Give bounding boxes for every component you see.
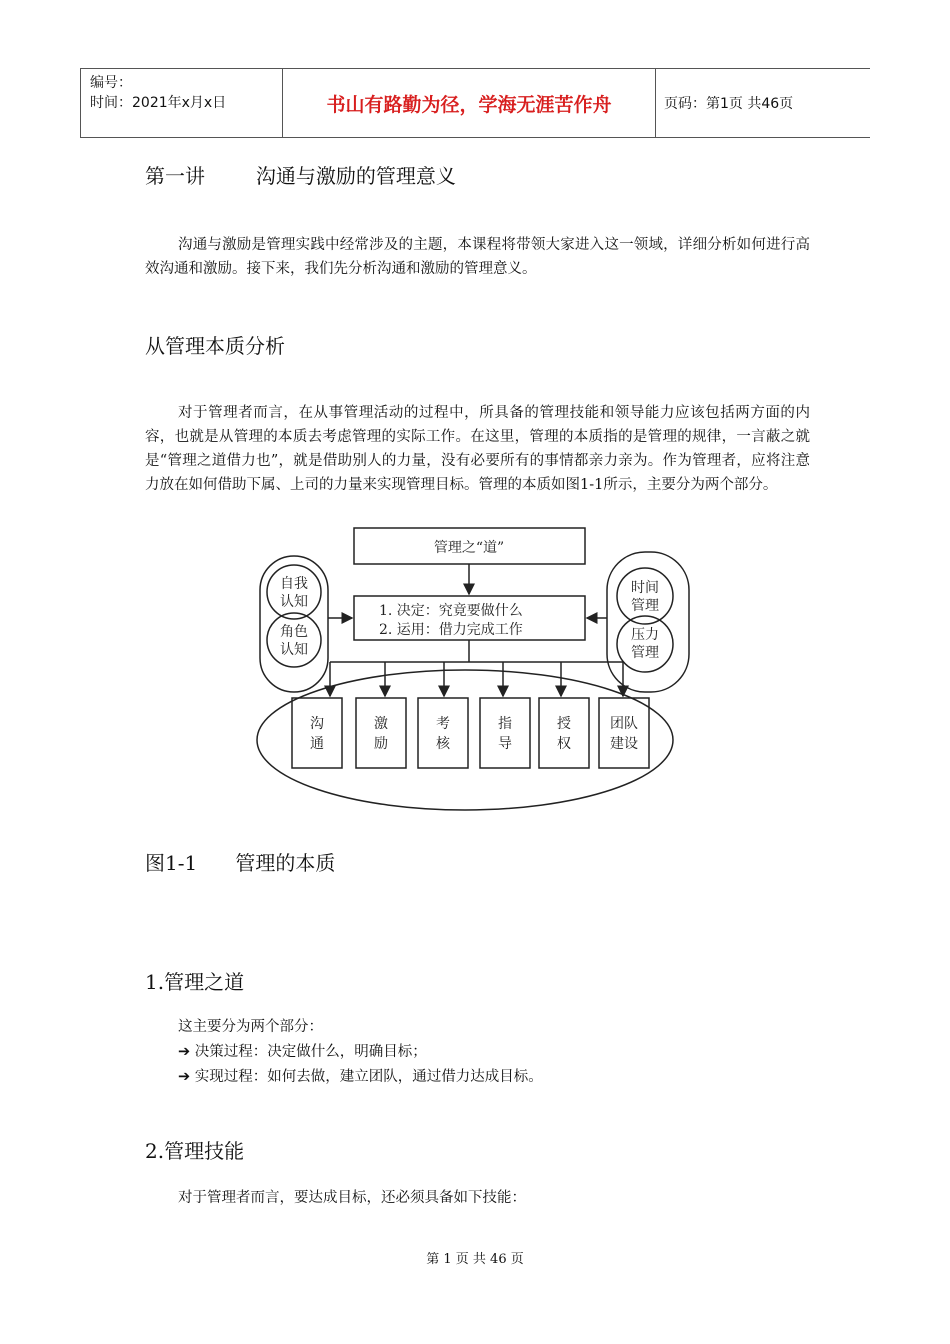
bottom-box-3-line-1: 考 bbox=[436, 716, 450, 732]
figure-caption: 图1-1 管理的本质 bbox=[145, 851, 336, 875]
header-motto: 书山有路勤为径，学海无涯苦作舟 bbox=[326, 93, 612, 116]
arrow-right-icon: ➔ bbox=[178, 1069, 191, 1085]
bottom-box bbox=[599, 698, 649, 768]
bottom-box-5-line-1: 授 bbox=[557, 716, 571, 732]
center-line-2: 2. 运用：借力完成工作 bbox=[379, 622, 523, 638]
right-circle-1-line-1: 时间 bbox=[631, 580, 659, 596]
left-circle-1-line-1: 自我 bbox=[280, 576, 308, 592]
lecture-title: 第一讲 沟通与激励的管理意义 bbox=[145, 164, 456, 188]
bottom-box bbox=[418, 698, 468, 768]
bottom-box bbox=[539, 698, 589, 768]
bottom-box-4-line-1: 指 bbox=[498, 716, 512, 732]
arrow-right-icon: ➔ bbox=[178, 1044, 191, 1060]
bottom-box-6-line-1: 团队 bbox=[610, 716, 638, 732]
header-divider bbox=[80, 69, 81, 137]
header-time: 时间：2021年x月x日 bbox=[90, 95, 227, 111]
header-divider bbox=[655, 69, 656, 137]
right-circle-1-line-2: 管理 bbox=[631, 598, 659, 614]
subsection-intro: 这主要分为两个部分： bbox=[178, 1019, 323, 1035]
center-line-1: 1. 决定：究竟要做什么 bbox=[379, 603, 523, 619]
management-essence-diagram bbox=[255, 526, 695, 812]
bottom-box bbox=[480, 698, 530, 768]
section-title: 从管理本质分析 bbox=[145, 334, 285, 358]
top-box-label: 管理之“道” bbox=[433, 540, 505, 556]
right-circle-2-line-1: 压力 bbox=[631, 627, 659, 643]
right-group bbox=[607, 552, 689, 692]
left-circle-2-line-1: 角色 bbox=[280, 624, 308, 640]
left-circle-1 bbox=[267, 565, 321, 619]
list-item bbox=[178, 1065, 543, 1086]
list-item-text: 决策过程：决定做什么，明确目标； bbox=[194, 1044, 427, 1060]
page-header bbox=[80, 68, 870, 138]
bottom-box-3-line-2: 核 bbox=[436, 736, 450, 752]
bottom-box bbox=[292, 698, 342, 768]
left-circle-2 bbox=[267, 613, 321, 667]
bottom-box-2-line-2: 励 bbox=[374, 736, 388, 752]
subsection-intro: 对于管理者而言，要达成目标，还必须具备如下技能： bbox=[178, 1190, 526, 1206]
header-number: 编号： bbox=[90, 75, 132, 91]
bottom-box bbox=[356, 698, 406, 768]
intro-paragraph: 沟通与激励是管理实践中经常涉及的主题，本课程将带领大家进入这一领域，详细分析如何进行高效沟通和激励。接下来，我们先分析沟通和激励的管理意义。 bbox=[145, 237, 810, 277]
bottom-box-6-line-2: 建设 bbox=[610, 736, 638, 752]
list-item bbox=[178, 1040, 427, 1061]
subsection-title: 1.管理之道 bbox=[145, 970, 245, 994]
bottom-box-5-line-2: 权 bbox=[557, 736, 571, 752]
bottom-box-1-line-1: 沟 bbox=[310, 716, 324, 732]
page-footer: 第 1 页 共 46 页 bbox=[426, 1252, 524, 1267]
header-meta bbox=[90, 73, 226, 113]
left-circle-2-line-2: 认知 bbox=[280, 642, 308, 658]
header-page-number: 页码：第1页 共46页 bbox=[664, 96, 794, 112]
left-circle-1-line-2: 认知 bbox=[280, 594, 308, 610]
subsection-title: 2.管理技能 bbox=[145, 1139, 245, 1163]
list-item-text: 实现过程：如何去做，建立团队，通过借力达成目标。 bbox=[194, 1069, 543, 1085]
bottom-box-1-line-2: 通 bbox=[310, 736, 324, 752]
bottom-box-2-line-1: 激 bbox=[374, 716, 388, 732]
section-paragraph: 对于管理者而言，在从事管理活动的过程中，所具备的管理技能和领导能力应该包括两方面的内容，也就是从管理的本质去考虑管理的实际工作。在这里，管理的本质指的是管理的规律，一言蔽之就是“管理之道借力也”，就是借助别人的力量，没有必要所有的事情都亲力亲为。作为管理者，应将注意力放在如何借助下属、上司的力量来实现管理目标。管理的本质如图1-1所示，主要分为两个部分。 bbox=[145, 405, 810, 493]
right-circle-2-line-2: 管理 bbox=[631, 645, 659, 661]
bottom-box-4-line-2: 导 bbox=[498, 736, 512, 752]
